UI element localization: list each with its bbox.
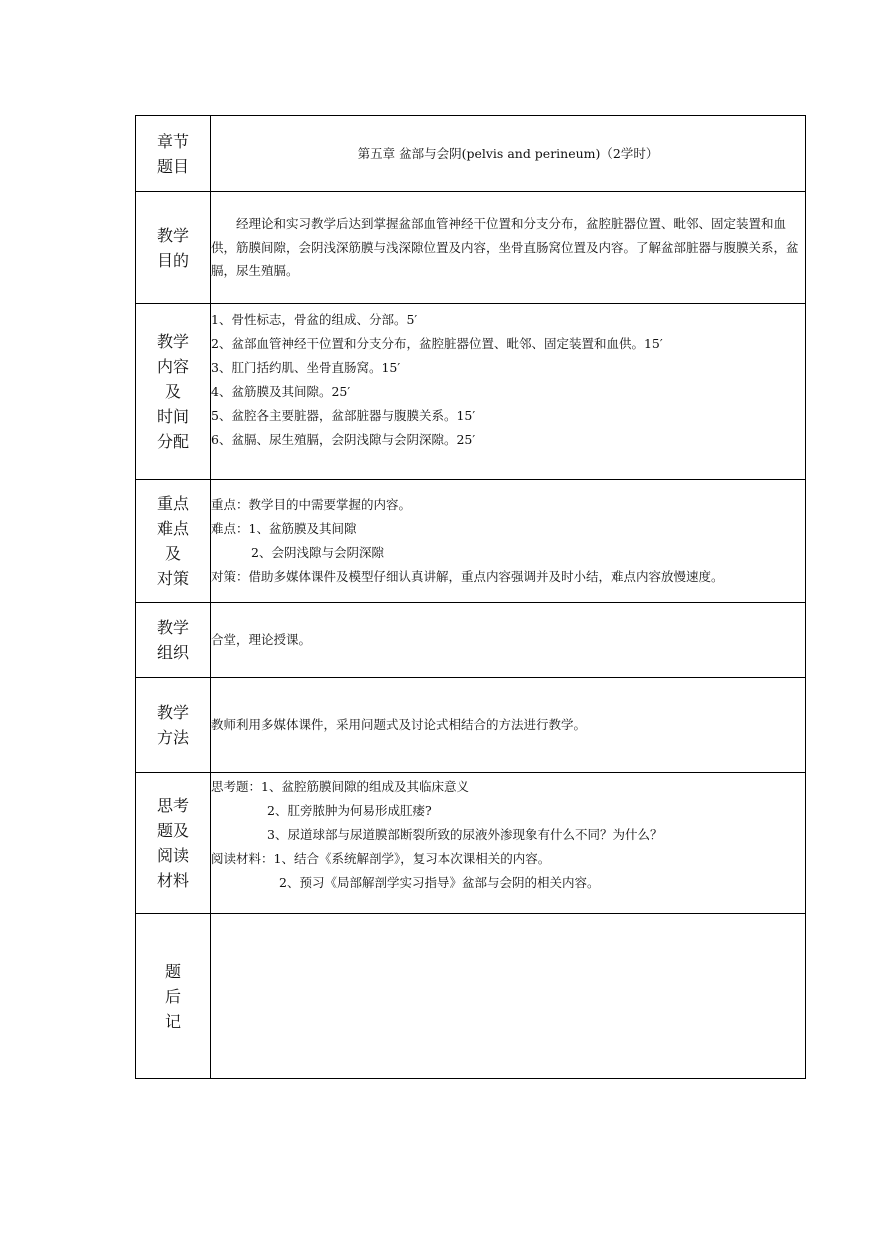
label-line: 难点 <box>156 519 189 538</box>
row-reading <box>136 773 806 914</box>
label-line: 组织 <box>156 643 189 662</box>
difficulty-1: 难点：1、盆筋膜及其间隙 <box>211 521 357 536</box>
label-line: 教学 <box>156 703 189 722</box>
label-line: 教学 <box>156 618 189 637</box>
row-objective <box>136 192 806 304</box>
label-line: 材料 <box>156 871 189 890</box>
lesson-plan-sheet <box>135 115 806 1079</box>
content-item: 2、盆部血管神经干位置和分支分布，盆腔脏器位置、毗邻、固定装置和血供。15′ <box>211 336 663 351</box>
difficulty-2: 2、会阴浅隙与会阴深隙 <box>251 545 384 560</box>
label-line: 教学 <box>156 225 189 245</box>
method-text: 教师利用多媒体课件，采用问题式及讨论式相结合的方法进行教学。 <box>211 678 806 773</box>
organization-text: 合堂，理论授课。 <box>211 603 806 678</box>
label-line: 记 <box>164 1011 181 1031</box>
label-line: 分配 <box>156 432 189 451</box>
label-keypoints <box>136 480 211 603</box>
reading-2: 2、预习《局部解剖学实习指导》盆部与会阴的相关内容。 <box>279 875 600 890</box>
key-point: 重点：教学目的中需要掌握的内容。 <box>211 497 412 512</box>
label-organization <box>136 603 211 678</box>
label-line: 目的 <box>156 250 189 270</box>
row-postscript <box>136 914 806 1079</box>
label-objective <box>136 192 211 304</box>
keypoints-cell <box>211 480 806 603</box>
row-keypoints <box>136 480 806 603</box>
label-line: 方法 <box>156 728 189 747</box>
row-organization <box>136 603 806 678</box>
reading-1: 阅读材料：1、结合《系统解剖学》，复习本次课相关的内容。 <box>211 851 551 866</box>
label-line: 及 <box>164 382 181 401</box>
label-line: 时间 <box>156 407 189 426</box>
content-item: 4、盆筋膜及其间隙。25′ <box>211 384 351 399</box>
objective-cell <box>211 192 806 304</box>
label-line: 对策 <box>156 569 189 588</box>
label-line: 思考 <box>156 796 189 815</box>
label-chapter <box>136 116 211 192</box>
label-reading <box>136 773 211 914</box>
row-chapter <box>136 116 806 192</box>
row-method <box>136 678 806 773</box>
content-item: 1、骨性标志，骨盆的组成、分部。5′ <box>211 312 418 327</box>
label-line: 内容 <box>156 357 189 376</box>
postscript-text <box>211 914 806 1079</box>
label-line: 题 <box>164 961 181 981</box>
content-item: 3、肛门括约肌、坐骨直肠窝。15′ <box>211 360 401 375</box>
label-content <box>136 304 211 480</box>
label-method <box>136 678 211 773</box>
reading-cell <box>211 773 806 914</box>
question-3: 3、尿道球部与尿道膜部断裂所致的尿液外渗现象有什么不同？为什么？ <box>267 827 663 842</box>
content-item: 5、盆腔各主要脏器，盆部脏器与腹膜关系。15′ <box>211 408 476 423</box>
label-line: 阅读 <box>156 846 189 865</box>
label-line: 及 <box>164 544 181 563</box>
question-1: 思考题：1、盆腔筋膜间隙的组成及其临床意义 <box>211 779 469 794</box>
label-line: 题及 <box>156 821 189 840</box>
label-line: 教学 <box>156 332 189 351</box>
strategy: 对策：借助多媒体课件及模型仔细认真讲解，重点内容强调并及时小结，难点内容放慢速度。 <box>211 569 724 584</box>
question-2: 2、肛旁脓肿为何易形成肛瘘? <box>267 803 432 818</box>
label-line: 题目 <box>156 156 189 176</box>
label-line: 重点 <box>156 494 189 513</box>
row-content <box>136 304 806 480</box>
label-postscript <box>136 914 211 1079</box>
label-line: 后 <box>164 986 181 1006</box>
label-line: 章节 <box>156 131 189 151</box>
content-item: 6、盆膈、尿生殖膈，会阴浅隙与会阴深隙。25′ <box>211 432 476 447</box>
lesson-plan-table <box>135 115 806 1079</box>
content-cell <box>211 304 806 480</box>
chapter-title: 第五章 盆部与会阴(pelvis and perineum)（2学时） <box>211 116 806 192</box>
objective-text: 经理论和实习教学后达到掌握盆部血管神经干位置和分支分布，盆腔脏器位置、毗邻、固定装置和血供，筋膜间隙，会阴浅深筋膜与浅深隙位置及内容，坐骨直肠窝位置及内容。了解盆部脏器与腹膜关系，盆膈，尿生殖膈。 <box>211 216 799 279</box>
